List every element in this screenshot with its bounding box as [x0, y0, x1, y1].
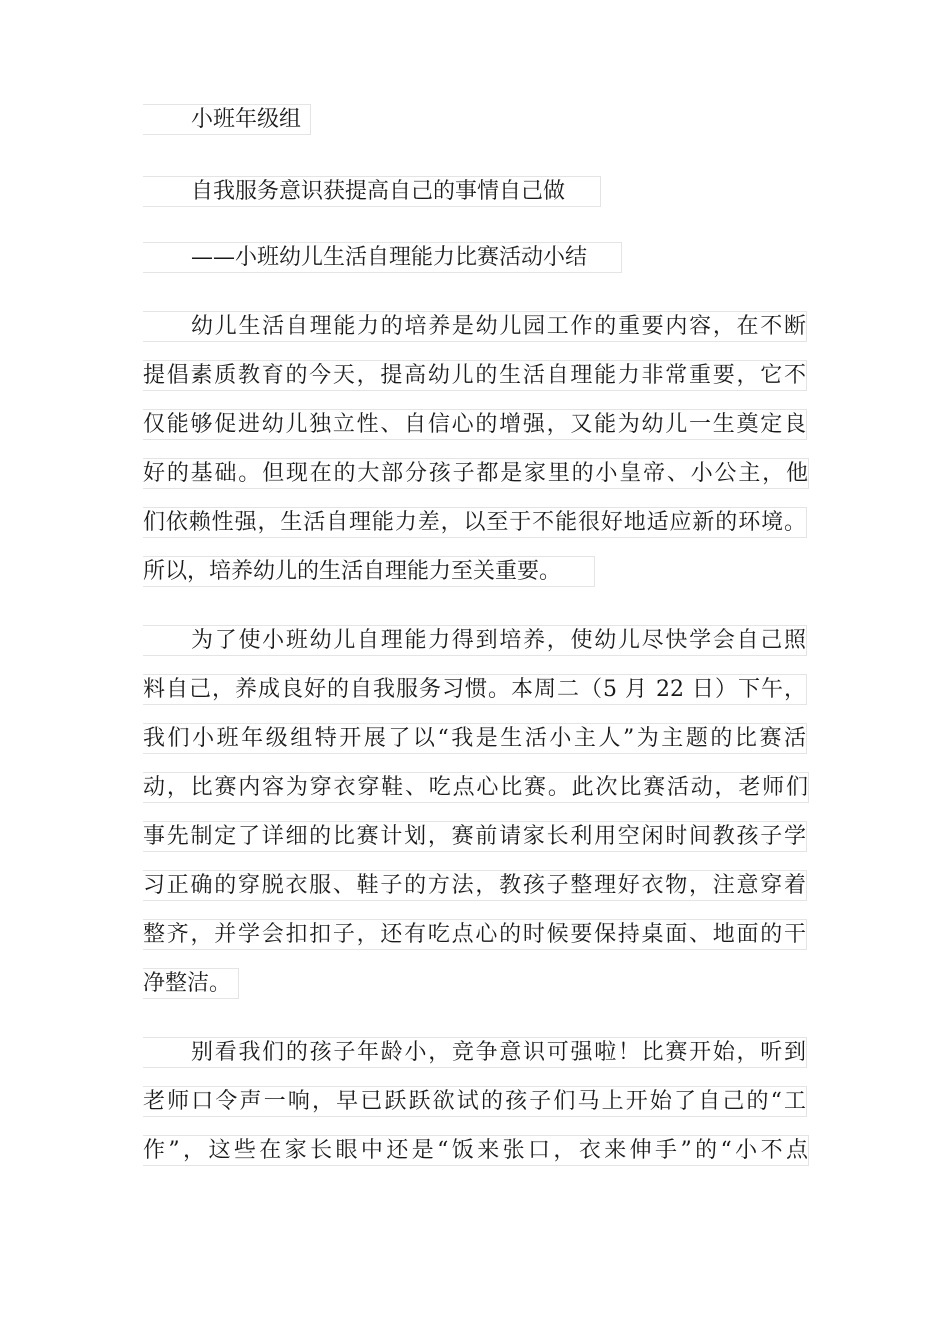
paragraph-1-line: 所以，培养幼儿的生活自理能力至关重要。 — [143, 556, 595, 587]
paragraph-2-line: 净整洁。 — [143, 968, 239, 999]
paragraph-2-line: 我们小班年级组特开展了以“我是生活小主人”为主题的比赛活 — [143, 723, 807, 754]
paragraph-1-line: 提倡素质教育的今天，提高幼儿的生活自理能力非常重要，它不 — [143, 360, 807, 391]
paragraph-1-line: 们依赖性强，生活自理能力差，以至于不能很好地适应新的环境。 — [143, 507, 807, 538]
paragraph-2-line: 动，比赛内容为穿衣穿鞋、吃点心比赛。此次比赛活动，老师们 — [143, 772, 809, 803]
paragraph-3-line: 别看我们的孩子年龄小，竞争意识可强啦！比赛开始，听到 — [143, 1037, 807, 1068]
document-title: 自我服务意识获提高自己的事情自己做 — [143, 176, 601, 207]
group-heading: 小班年级组 — [143, 104, 311, 135]
paragraph-1-line: 幼儿生活自理能力的培养是幼儿园工作的重要内容，在不断 — [143, 311, 807, 342]
paragraph-3-line: 老师口令声一响，早已跃跃欲试的孩子们马上开始了自己的“工 — [143, 1086, 807, 1117]
paragraph-2-line: 料自己，养成良好的自我服务习惯。本周二（5 月 22 日）下午， — [143, 674, 807, 705]
paragraph-1-line: 仅能够促进幼儿独立性、自信心的增强，又能为幼儿一生奠定良 — [143, 409, 807, 440]
paragraph-2-line: 整齐，并学会扣扣子，还有吃点心的时候要保持桌面、地面的干 — [143, 919, 807, 950]
document-subtitle: ——小班幼儿生活自理能力比赛活动小结 — [143, 242, 622, 273]
paragraph-3-line: 作”，这些在家长眼中还是“饭来张口，衣来伸手”的“小不点 — [143, 1135, 809, 1166]
paragraph-2-line: 习正确的穿脱衣服、鞋子的方法，教孩子整理好衣物，注意穿着 — [143, 870, 807, 901]
paragraph-2-line: 为了使小班幼儿自理能力得到培养，使幼儿尽快学会自己照 — [143, 625, 807, 656]
paragraph-1-line: 好的基础。但现在的大部分孩子都是家里的小皇帝、小公主，他 — [143, 458, 809, 489]
paragraph-2-line: 事先制定了详细的比赛计划，赛前请家长利用空闲时间教孩子学 — [143, 821, 807, 852]
